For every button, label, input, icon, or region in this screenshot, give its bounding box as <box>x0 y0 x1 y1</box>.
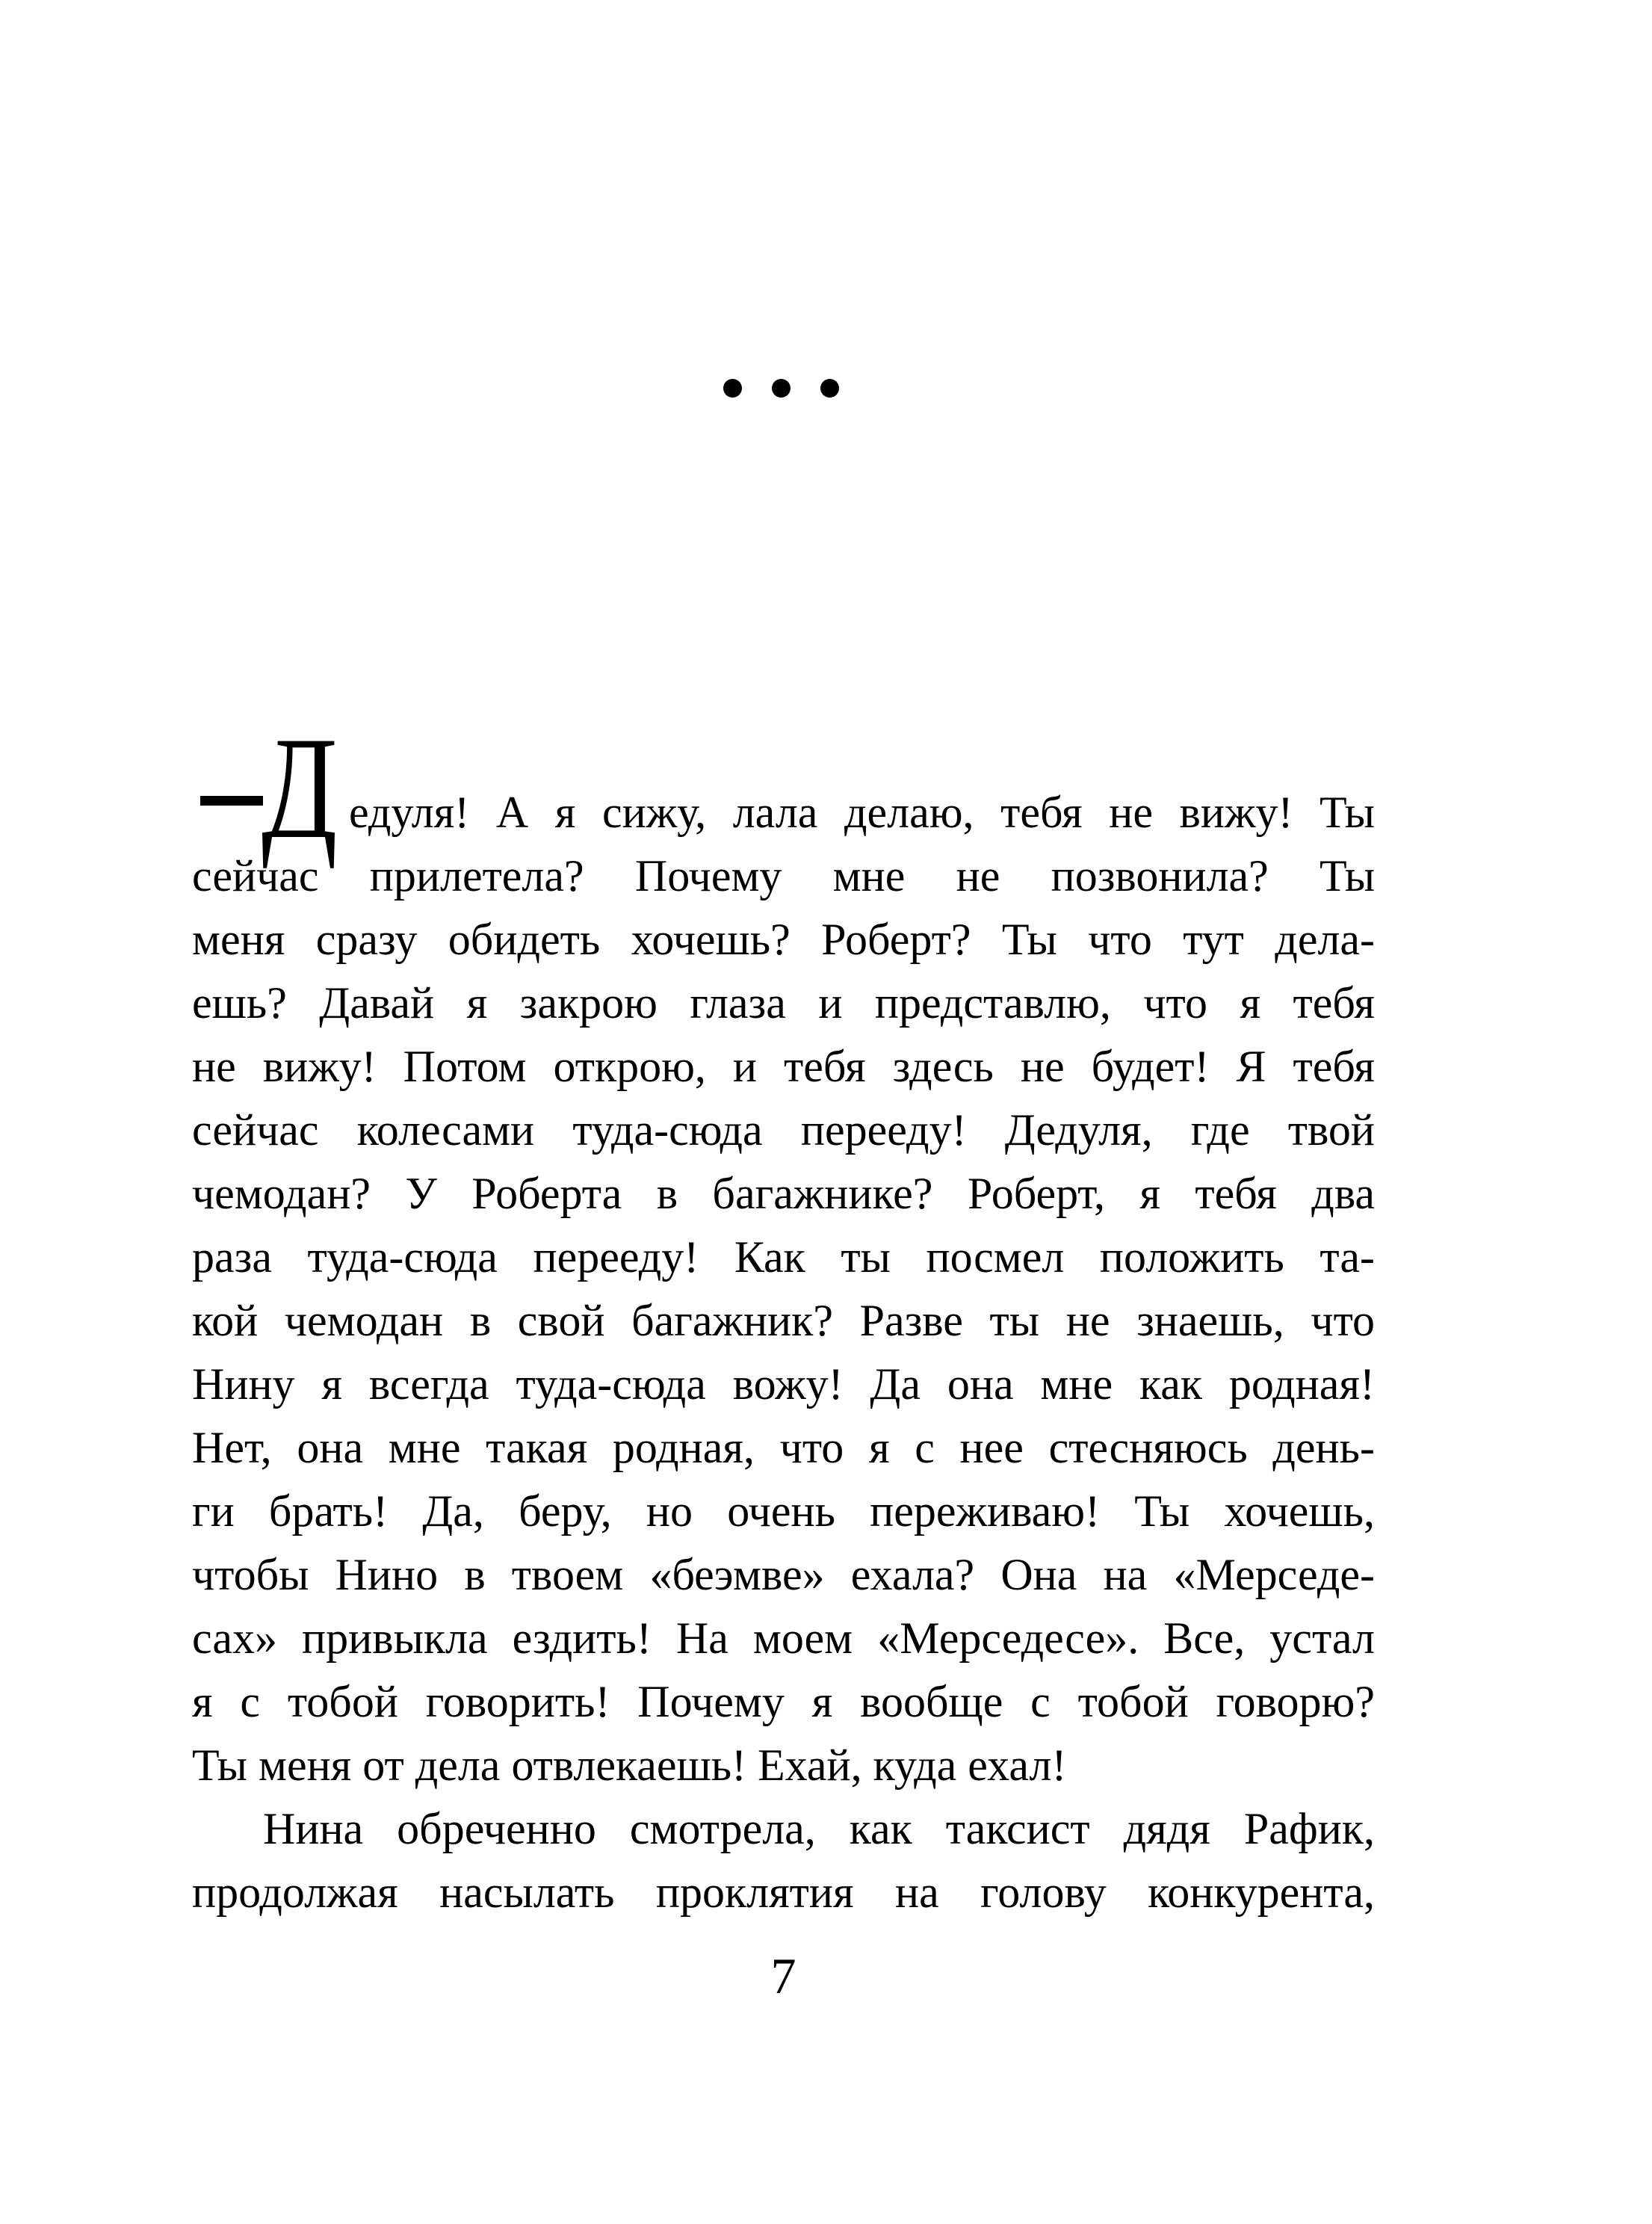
text-line: кой чемодан в свой багажник? Разве ты не знаешь, что <box>192 1296 1375 1345</box>
text-line: Нину я всегда туда-сюда вожу! Да она мне как родная! <box>192 1359 1375 1409</box>
text-line: едуля! А я сижу, лала делаю, тебя не вижу! Ты <box>349 788 1375 837</box>
text-line: чемодан? У Роберта в багажнике? Роберт, я тебя два <box>192 1169 1375 1218</box>
text-line: продолжая насылать проклятия на голову конкурента, <box>192 1868 1375 1917</box>
text-line: не вижу! Потом открою, и тебя здесь не будет! Я тебя <box>192 1042 1375 1091</box>
text-line: Нина обреченно смотрела, как таксист дядя Рафик, <box>263 1804 1375 1853</box>
text-line: сах» привыкла ездить! На моем «Мерседесе». Все, устал <box>192 1613 1375 1663</box>
separator-dot-icon <box>820 379 839 398</box>
text-line: Нет, она мне такая родная, что я с нее стесняюсь день- <box>192 1423 1375 1472</box>
text-line: я с тобой говорить! Почему я вообще с тобой говорю? <box>192 1677 1375 1726</box>
text-line: ги брать! Да, беру, но очень переживаю! Ты хочешь, <box>192 1486 1375 1536</box>
text-line: меня сразу обидеть хочешь? Роберт? Ты что тут дела- <box>192 915 1375 964</box>
text-line: раза туда-сюда перееду! Как ты посмел положить та- <box>192 1232 1375 1282</box>
separator-dot-icon <box>723 379 742 398</box>
drop-cap: Д <box>262 707 338 869</box>
text-line: чтобы Нино в твоем «беэмве» ехала? Она на «Мерседе- <box>192 1550 1375 1599</box>
text-line: ешь? Давай я закрою глаза и представлю, что я тебя <box>192 978 1375 1028</box>
text-line: сейчас прилетела? Почему мне не позвонила? Ты <box>192 851 1375 901</box>
text-line: Ты меня от дела отвлекаешь! Ехай, куда ехал! <box>192 1740 1067 1790</box>
body-text <box>192 781 1375 1924</box>
page-number: 7 <box>770 1947 796 2004</box>
section-separator <box>723 379 839 398</box>
text-line: сейчас колесами туда-сюда перееду! Дедуля, где твой <box>192 1105 1375 1155</box>
separator-dot-icon <box>772 379 791 398</box>
